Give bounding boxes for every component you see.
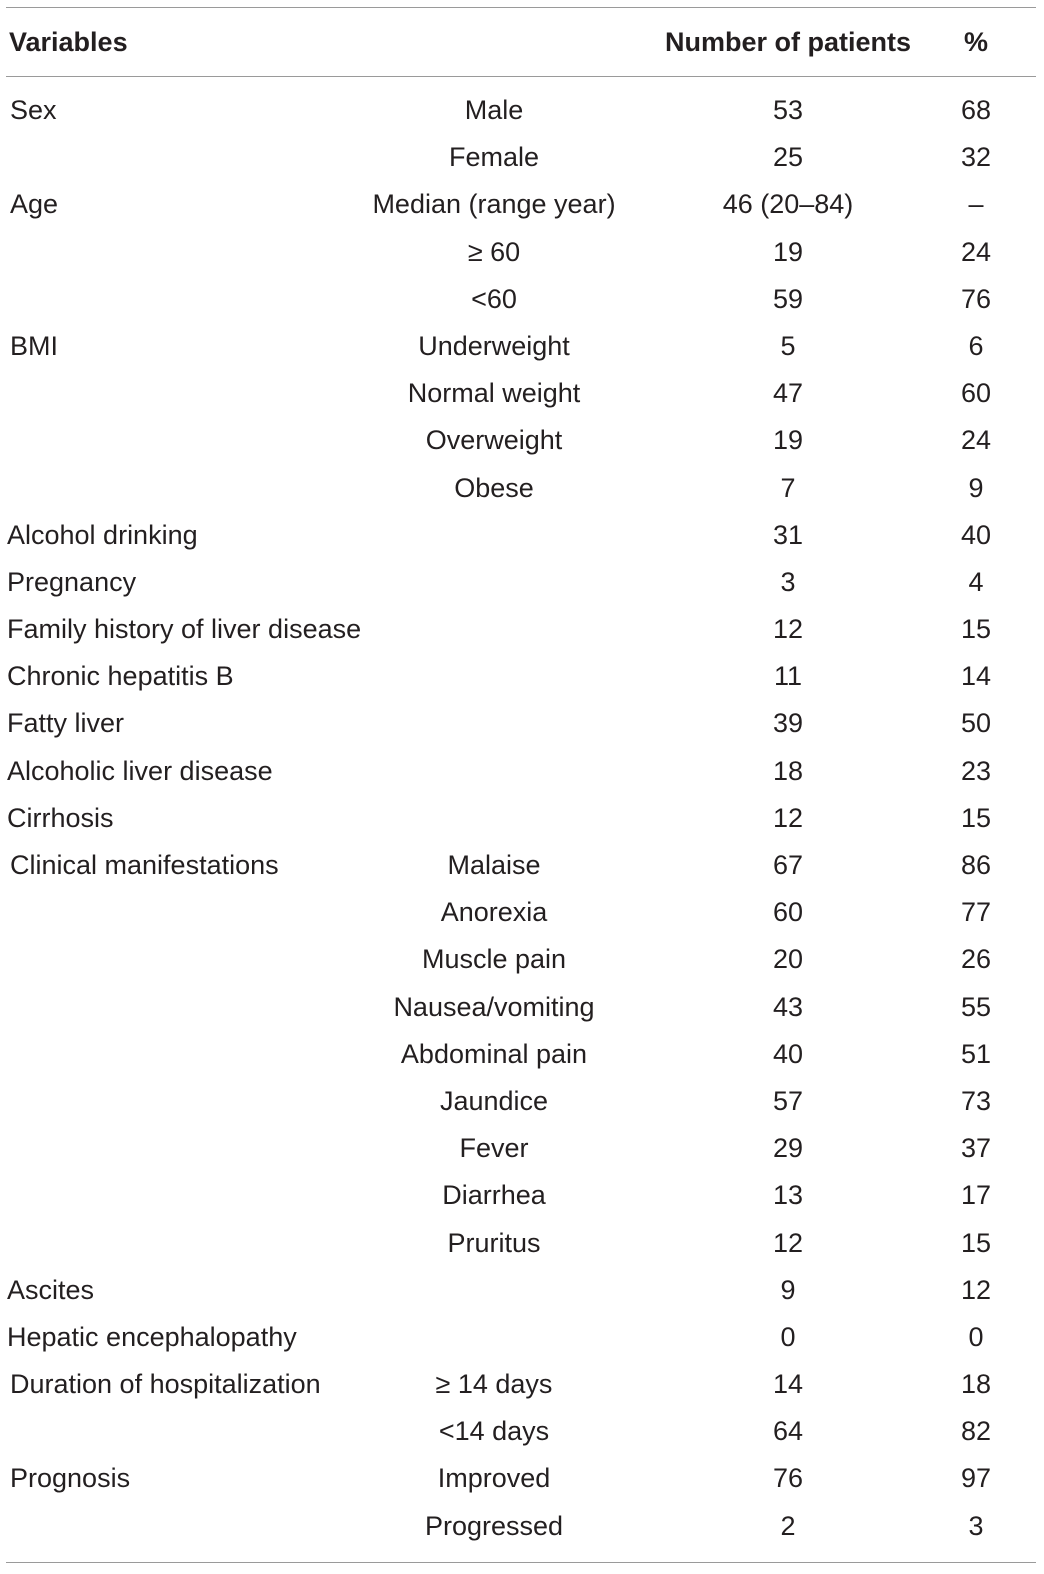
variable-cell: Sex [10,95,57,125]
bottom-rule [6,1562,1036,1563]
subcategory-cell: <60 [471,283,517,314]
percent-cell: 15 [960,614,992,645]
variable-cell: Hepatic encephalopathy [7,1321,297,1352]
table-row [0,1268,1044,1315]
subcategory-cell: Nausea/vomiting [393,991,595,1022]
percent-cell: 12 [960,1274,992,1305]
variable-cell: Age [10,189,59,220]
variable-cell: BMI [10,330,59,361]
table-row [0,654,1044,701]
table-row [0,88,1044,135]
number-cell: 13 [772,1180,804,1211]
percent-cell: 15 [960,802,992,833]
subcategory-cell: Jaundice [439,1085,549,1116]
subcategory-cell: ≥ 14 days [435,1369,553,1400]
percent-cell: 76 [960,283,992,314]
number-cell: 0 [780,1321,796,1352]
table-row [0,796,1044,843]
number-cell: 7 [780,472,796,503]
table-row [0,1173,1044,1220]
subcategory-cell: Underweight [418,330,570,361]
percent-cell: 86 [960,850,992,880]
percent-cell: 82 [960,1416,992,1447]
subcategory-cell: Female [448,142,540,173]
variable-cell: Duration of hospitalization [10,1369,321,1400]
table-row [0,371,1044,418]
table-row [0,937,1044,984]
number-cell: 60 [772,897,804,928]
subcategory-cell: Improved [437,1463,551,1494]
number-cell: 31 [772,519,804,550]
number-cell: 18 [772,755,804,786]
header-percent: % [963,27,988,57]
percent-cell: 51 [960,1038,992,1069]
percent-cell: 0 [968,1321,984,1352]
number-cell: 2 [780,1510,796,1541]
header-rule [6,76,1036,77]
percent-cell: 14 [960,661,992,692]
number-cell: 43 [772,991,804,1022]
number-cell: 67 [772,850,804,880]
number-cell: 11 [773,661,803,692]
variable-cell: Clinical manifestations [10,850,279,880]
table-row [0,1032,1044,1079]
percent-cell: 24 [960,425,992,456]
table-row [0,230,1044,277]
number-cell: 14 [772,1369,804,1400]
table-row [0,1126,1044,1173]
table-row [0,1362,1044,1409]
table-row [0,324,1044,371]
variable-cell: Ascites [7,1274,95,1305]
number-cell: 19 [772,236,804,267]
percent-cell: – [968,189,984,220]
header-variables: Variables [9,27,128,57]
subcategory-cell: Fever [459,1133,529,1164]
number-cell: 39 [772,708,804,739]
subcategory-cell: Diarrhea [442,1180,546,1211]
percent-cell: 6 [968,330,984,361]
number-cell: 25 [772,142,804,173]
table-body [0,88,1044,1551]
number-cell: 29 [772,1133,804,1164]
subcategory-cell: Obese [454,472,534,503]
table-row [0,513,1044,560]
percent-cell: 26 [960,944,992,975]
variable-cell: Prognosis [10,1463,131,1494]
variable-cell: Pregnancy [7,566,137,597]
number-cell: 59 [772,283,804,314]
variable-cell: Cirrhosis [7,802,114,833]
subcategory-cell: Anorexia [440,897,548,928]
table-row [0,466,1044,513]
variable-cell: Alcohol drinking [7,519,198,550]
number-cell: 12 [772,1227,804,1258]
table-row [0,749,1044,796]
table-row [0,1079,1044,1126]
variable-cell: Fatty liver [7,708,125,739]
percent-cell: 40 [960,519,992,550]
subcategory-cell: ≥ 60 [467,236,521,267]
percent-cell: 68 [960,95,992,125]
number-cell: 12 [772,614,804,645]
percent-cell: 18 [960,1369,992,1400]
subcategory-cell: Overweight [425,425,563,456]
number-cell: 46 (20–84) [722,189,854,220]
number-cell: 9 [780,1274,796,1305]
table-row [0,1315,1044,1362]
percent-cell: 50 [960,708,992,739]
percent-cell: 15 [960,1227,992,1258]
variable-cell: Family history of liver disease [7,614,362,645]
table-row [0,985,1044,1032]
header-number-of-patients: Number of patients [664,27,912,57]
table-row [0,418,1044,465]
subcategory-cell: Progressed [424,1510,564,1541]
percent-cell: 23 [960,755,992,786]
table-row [0,890,1044,937]
table-row [0,135,1044,182]
subcategory-cell: Median (range year) [372,189,616,220]
number-cell: 76 [772,1463,804,1494]
subcategory-cell: Malaise [447,850,541,880]
subcategory-cell: <14 days [438,1416,550,1447]
table-row [0,1409,1044,1456]
number-cell: 20 [772,944,804,975]
percent-cell: 55 [960,991,992,1022]
percent-cell: 32 [960,142,992,173]
percent-cell: 9 [968,472,984,503]
table-row [0,843,1044,890]
number-cell: 57 [772,1085,804,1116]
table-row [0,277,1044,324]
table-row [0,1456,1044,1503]
variable-cell: Alcoholic liver disease [7,755,273,786]
table-row [0,1504,1044,1551]
top-rule [6,7,1036,8]
percent-cell: 4 [968,566,984,597]
percent-cell: 60 [960,378,992,409]
subcategory-cell: Abdominal pain [400,1038,588,1069]
percent-cell: 97 [960,1463,992,1494]
number-cell: 5 [780,330,796,361]
percent-cell: 37 [960,1133,992,1164]
percent-cell: 24 [960,236,992,267]
percent-cell: 73 [960,1085,992,1116]
table-row [0,182,1044,229]
percent-cell: 77 [960,897,992,928]
subcategory-cell: Pruritus [447,1227,541,1258]
variable-cell: Chronic hepatitis B [7,661,234,692]
table-row [0,560,1044,607]
table-row [0,701,1044,748]
number-cell: 12 [772,802,804,833]
number-cell: 53 [772,95,804,125]
number-cell: 64 [772,1416,804,1447]
subcategory-cell: Normal weight [407,378,581,409]
percent-cell: 3 [968,1510,984,1541]
number-cell: 47 [772,378,804,409]
table-row [0,1221,1044,1268]
subcategory-cell: Muscle pain [421,944,567,975]
table-row [0,607,1044,654]
number-cell: 3 [780,566,796,597]
percent-cell: 17 [960,1180,992,1211]
subcategory-cell: Male [464,95,524,125]
number-cell: 19 [772,425,804,456]
number-cell: 40 [772,1038,804,1069]
